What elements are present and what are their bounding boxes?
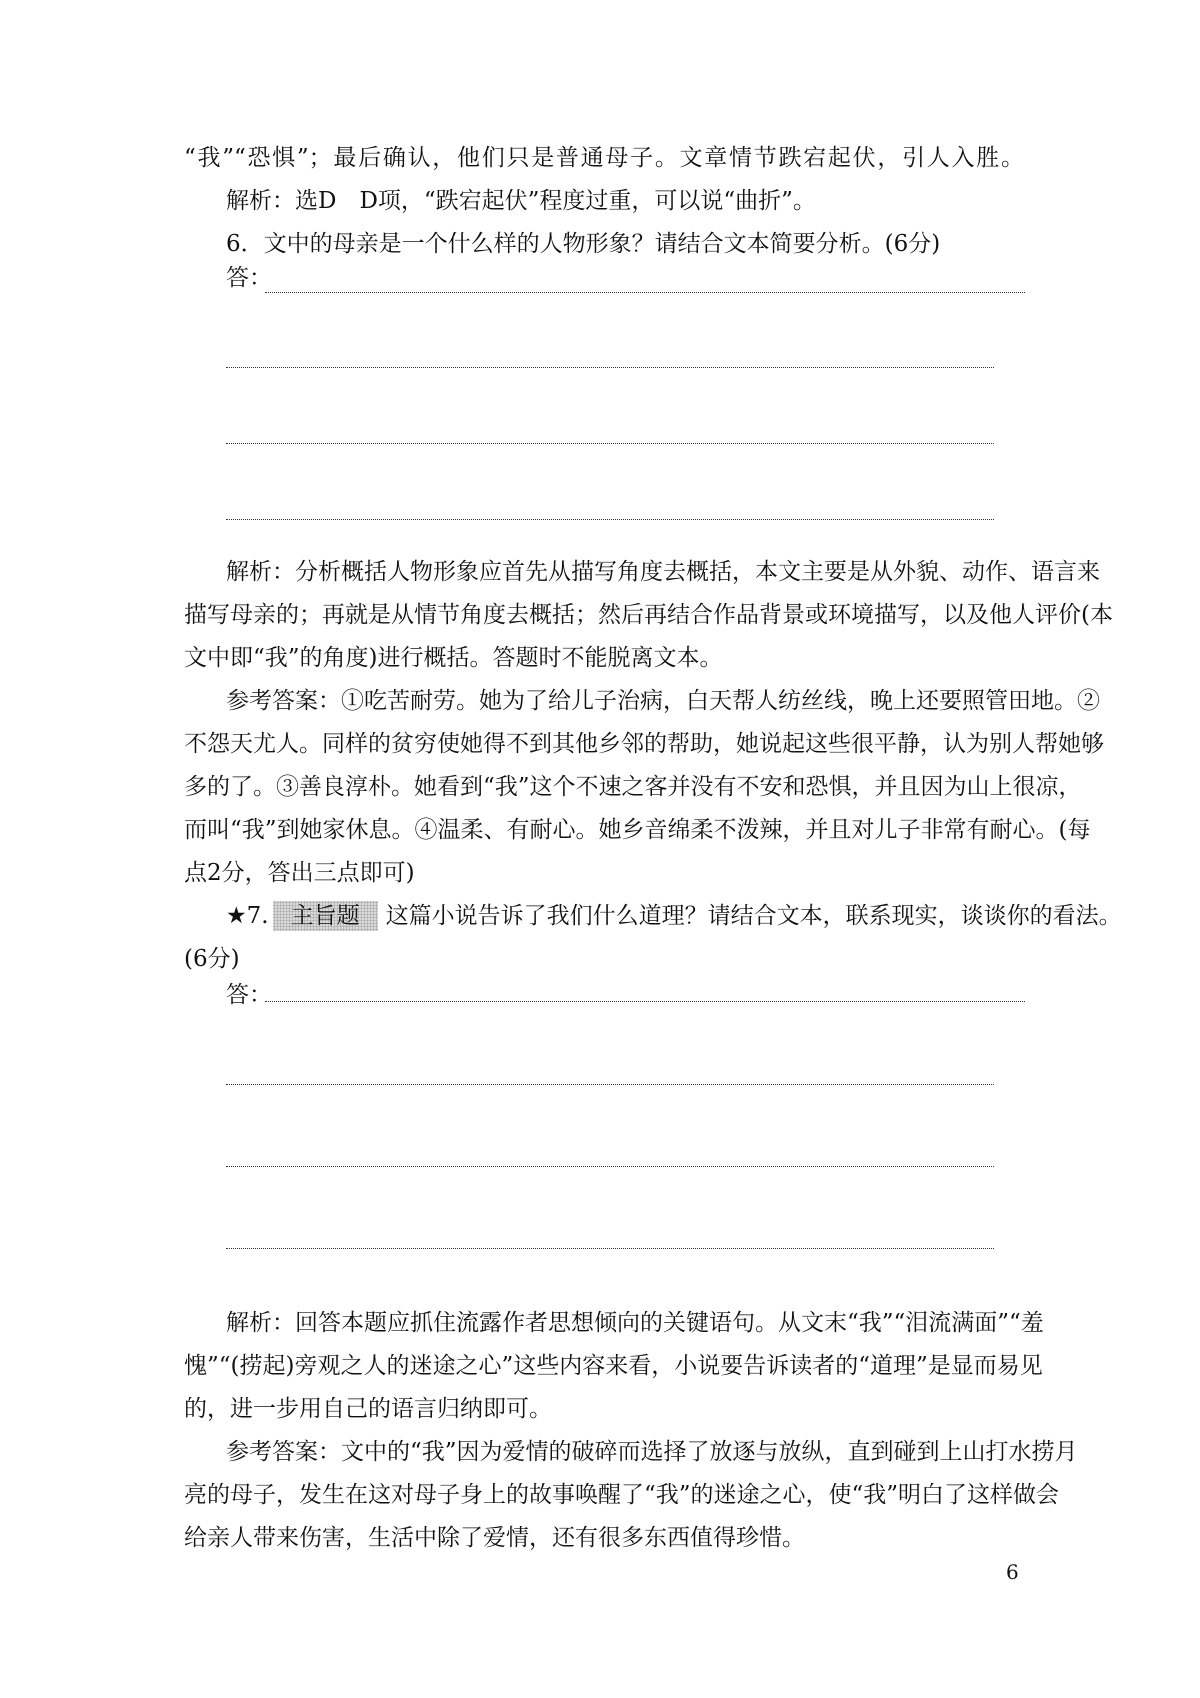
star-prefix: ★7.	[226, 903, 269, 929]
reference-answer-q6: 参考答案：①吃苦耐劳。她为了给儿子治病，白天帮人纺丝线，晚上还要照管田地。②	[226, 688, 1100, 714]
answer-line	[226, 1248, 994, 1249]
question-6: 6．文中的母亲是一个什么样的人物形象？请结合文本简要分析。(6分)	[226, 231, 941, 257]
topic-tag: 主旨题	[273, 901, 378, 931]
reference-answer-q6: 而叫“我”到她家休息。④温柔、有耐心。她乡音绵柔不泼辣，并且对儿子非常有耐心。(每	[184, 817, 1091, 843]
analysis-q7: 愧”“(捞起)旁观之人的迷途之心”这些内容来看，小说要告诉读者的“道理”是显而易见	[184, 1353, 1043, 1379]
answer-line	[265, 1001, 1025, 1002]
reference-answer-q6: 多的了。③善良淳朴。她看到“我”这个不速之客并没有不安和恐惧，并且因为山上很凉，	[184, 774, 1082, 800]
answer-label-7: 答：	[226, 982, 272, 1008]
analysis-q5: 解析：选D D项，“跌宕起伏”程度过重，可以说“曲折”。	[226, 188, 816, 214]
answer-line	[226, 443, 994, 444]
answer-line	[226, 519, 994, 520]
analysis-q7: 解析：回答本题应抓住流露作者思想倾向的关键语句。从文末“我”“泪流满面”“羞	[226, 1310, 1044, 1336]
reference-answer-q7: 给亲人带来伤害，生活中除了爱情，还有很多东西值得珍惜。	[184, 1525, 805, 1551]
answer-line	[226, 367, 994, 368]
page-number: 6	[1006, 1560, 1019, 1584]
analysis-q7: 的，进一步用自己的语言归纳即可。	[184, 1396, 552, 1422]
answer-label-6: 答：	[226, 265, 272, 291]
reference-answer-q7: 参考答案：文中的“我”因为爱情的破碎而选择了放逐与放纵，直到碰到上山打水捞月	[226, 1439, 1078, 1465]
answer-line	[265, 292, 1025, 293]
answer-line	[226, 1084, 994, 1085]
answer-line	[226, 1166, 994, 1167]
analysis-q6: 解析：分析概括人物形象应首先从描写角度去概括，本文主要是从外貌、动作、语言来	[226, 559, 1100, 585]
analysis-q6: 描写母亲的；再就是从情节角度去概括；然后再结合作品背景或环境描写，以及他人评价(本	[184, 602, 1113, 628]
text-line: “我”“恐惧”；最后确认，他们只是普通母子。文章情节跌宕起伏，引人入胜。	[184, 145, 1024, 171]
question-7-text: 这篇小说告诉了我们什么道理？请结合文本，联系现实，谈谈你的看法。	[385, 903, 1122, 929]
analysis-q6: 文中即“我”的角度)进行概括。答题时不能脱离文本。	[184, 645, 723, 671]
reference-answer-q6: 不怨天尤人。同样的贫穷使她得不到其他乡邻的帮助，她说起这些很平静，认为别人帮她够	[184, 731, 1104, 757]
question-7-score: (6分)	[184, 946, 240, 972]
reference-answer-q6: 点2分，答出三点即可)	[184, 860, 415, 886]
question-7	[226, 898, 1122, 934]
reference-answer-q7: 亮的母子，发生在这对母子身上的故事唤醒了“我”的迷途之心，使“我”明白了这样做会	[184, 1482, 1060, 1508]
